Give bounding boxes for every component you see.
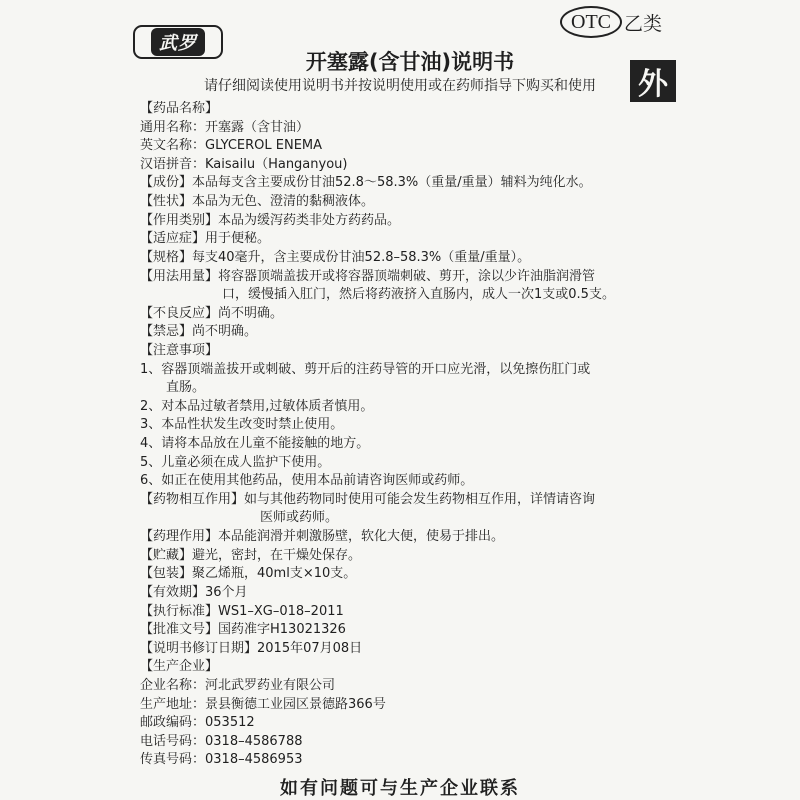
ingredients: 【成份】本品每支含主要成份甘油52.8～58.3%（重量/重量）辅料为纯化水。 — [140, 175, 592, 191]
postal-code: 邮政编码：053512 — [140, 715, 255, 731]
document-subtitle: 请仔细阅读使用说明书并按说明使用或在药师指导下购买和使用 — [204, 78, 596, 94]
precaution-6: 6、如正在使用其他药品，使用本品前请咨询医师或药师。 — [140, 473, 474, 489]
precaution-4: 4、请将本品放在儿童不能接触的地方。 — [140, 436, 370, 451]
pharmacology: 【药理作用】本品能润滑并刺激肠壁，软化大便，使易于排出。 — [140, 529, 505, 545]
fax-number: 传真号码：0318–4586953 — [140, 752, 303, 768]
section-precautions: 【注意事项】 — [140, 342, 219, 358]
standard: 【执行标准】WS1–XG–018–2011 — [140, 603, 344, 619]
generic-name: 通用名称：开塞露（含甘油） — [140, 119, 310, 135]
english-name: 英文名称：GLYCEROL ENEMA — [140, 138, 323, 154]
precaution-5: 5、儿童必须在成人监护下使用。 — [140, 454, 331, 470]
section-drug-name: 【药品名称】 — [140, 101, 219, 116]
adverse-reactions: 【不良反应】尚不明确。 — [140, 305, 284, 321]
company-address: 生产地址：景县衡德工业园区景德路366号 — [140, 696, 386, 712]
approval-number: 【批准文号】国药准字H13021326 — [140, 622, 346, 638]
document-title: 开塞露(含甘油)说明书 — [305, 50, 515, 74]
storage: 【贮藏】避光，密封，在干燥处保存。 — [140, 547, 362, 563]
company-name: 企业名称：河北武罗药业有限公司 — [140, 677, 336, 693]
revision-date: 【说明书修订日期】2015年07月08日 — [140, 640, 363, 656]
otc-class-label: 乙类 — [624, 13, 663, 35]
interactions: 【药物相互作用】如与其他药物同时使用可能会发生药物相互作用，详情请咨询 — [140, 491, 596, 507]
precaution-1-cont: 直肠。 — [166, 380, 206, 396]
contraindications: 【禁忌】尚不明确。 — [140, 324, 258, 340]
indication: 【适应症】用于便秘。 — [140, 231, 271, 247]
dosage-line-2: 口，缓慢插入肛门，然后将药液挤入直肠内，成人一次1支或0.5支。 — [222, 287, 615, 303]
otc-badge: OTC — [560, 6, 622, 38]
pinyin-name: 汉语拼音：Kaisailu（Hanganyou) — [140, 156, 348, 172]
precaution-3: 3、本品性状发生改变时禁止使用。 — [140, 417, 344, 433]
precaution-1: 1、容器顶端盖拔开或刺破、剪开后的注药导管的开口应光滑，以免擦伤肛门或 — [140, 361, 591, 377]
dosage-line-1: 【用法用量】将容器顶端盖拔开或将容器顶端刺破、剪开，涂以少许油脂润滑管 — [140, 268, 596, 284]
footer-contact-note: 如有问题可与生产企业联系 — [280, 778, 520, 799]
brand-logo-text: 武罗 — [151, 28, 205, 56]
external-use-mark: 外 — [630, 60, 676, 102]
description: 【性状】本品为无色、澄清的黏稠液体。 — [140, 194, 375, 210]
section-manufacturer: 【生产企业】 — [140, 659, 219, 675]
expiry: 【有效期】36个月 — [140, 584, 248, 600]
interactions-cont: 医师或药师。 — [260, 510, 339, 526]
packaging: 【包装】聚乙烯瓶，40ml支×10支。 — [140, 566, 357, 582]
phone-number: 电话号码：0318–4586788 — [140, 733, 303, 749]
category: 【作用类别】本品为缓泻药类非处方药药品。 — [140, 212, 401, 228]
specification: 【规格】每支40毫升，含主要成份甘油52.8–58.3%（重量/重量）。 — [140, 249, 531, 265]
precaution-2: 2、对本品过敏者禁用,过敏体质者慎用。 — [140, 398, 374, 414]
